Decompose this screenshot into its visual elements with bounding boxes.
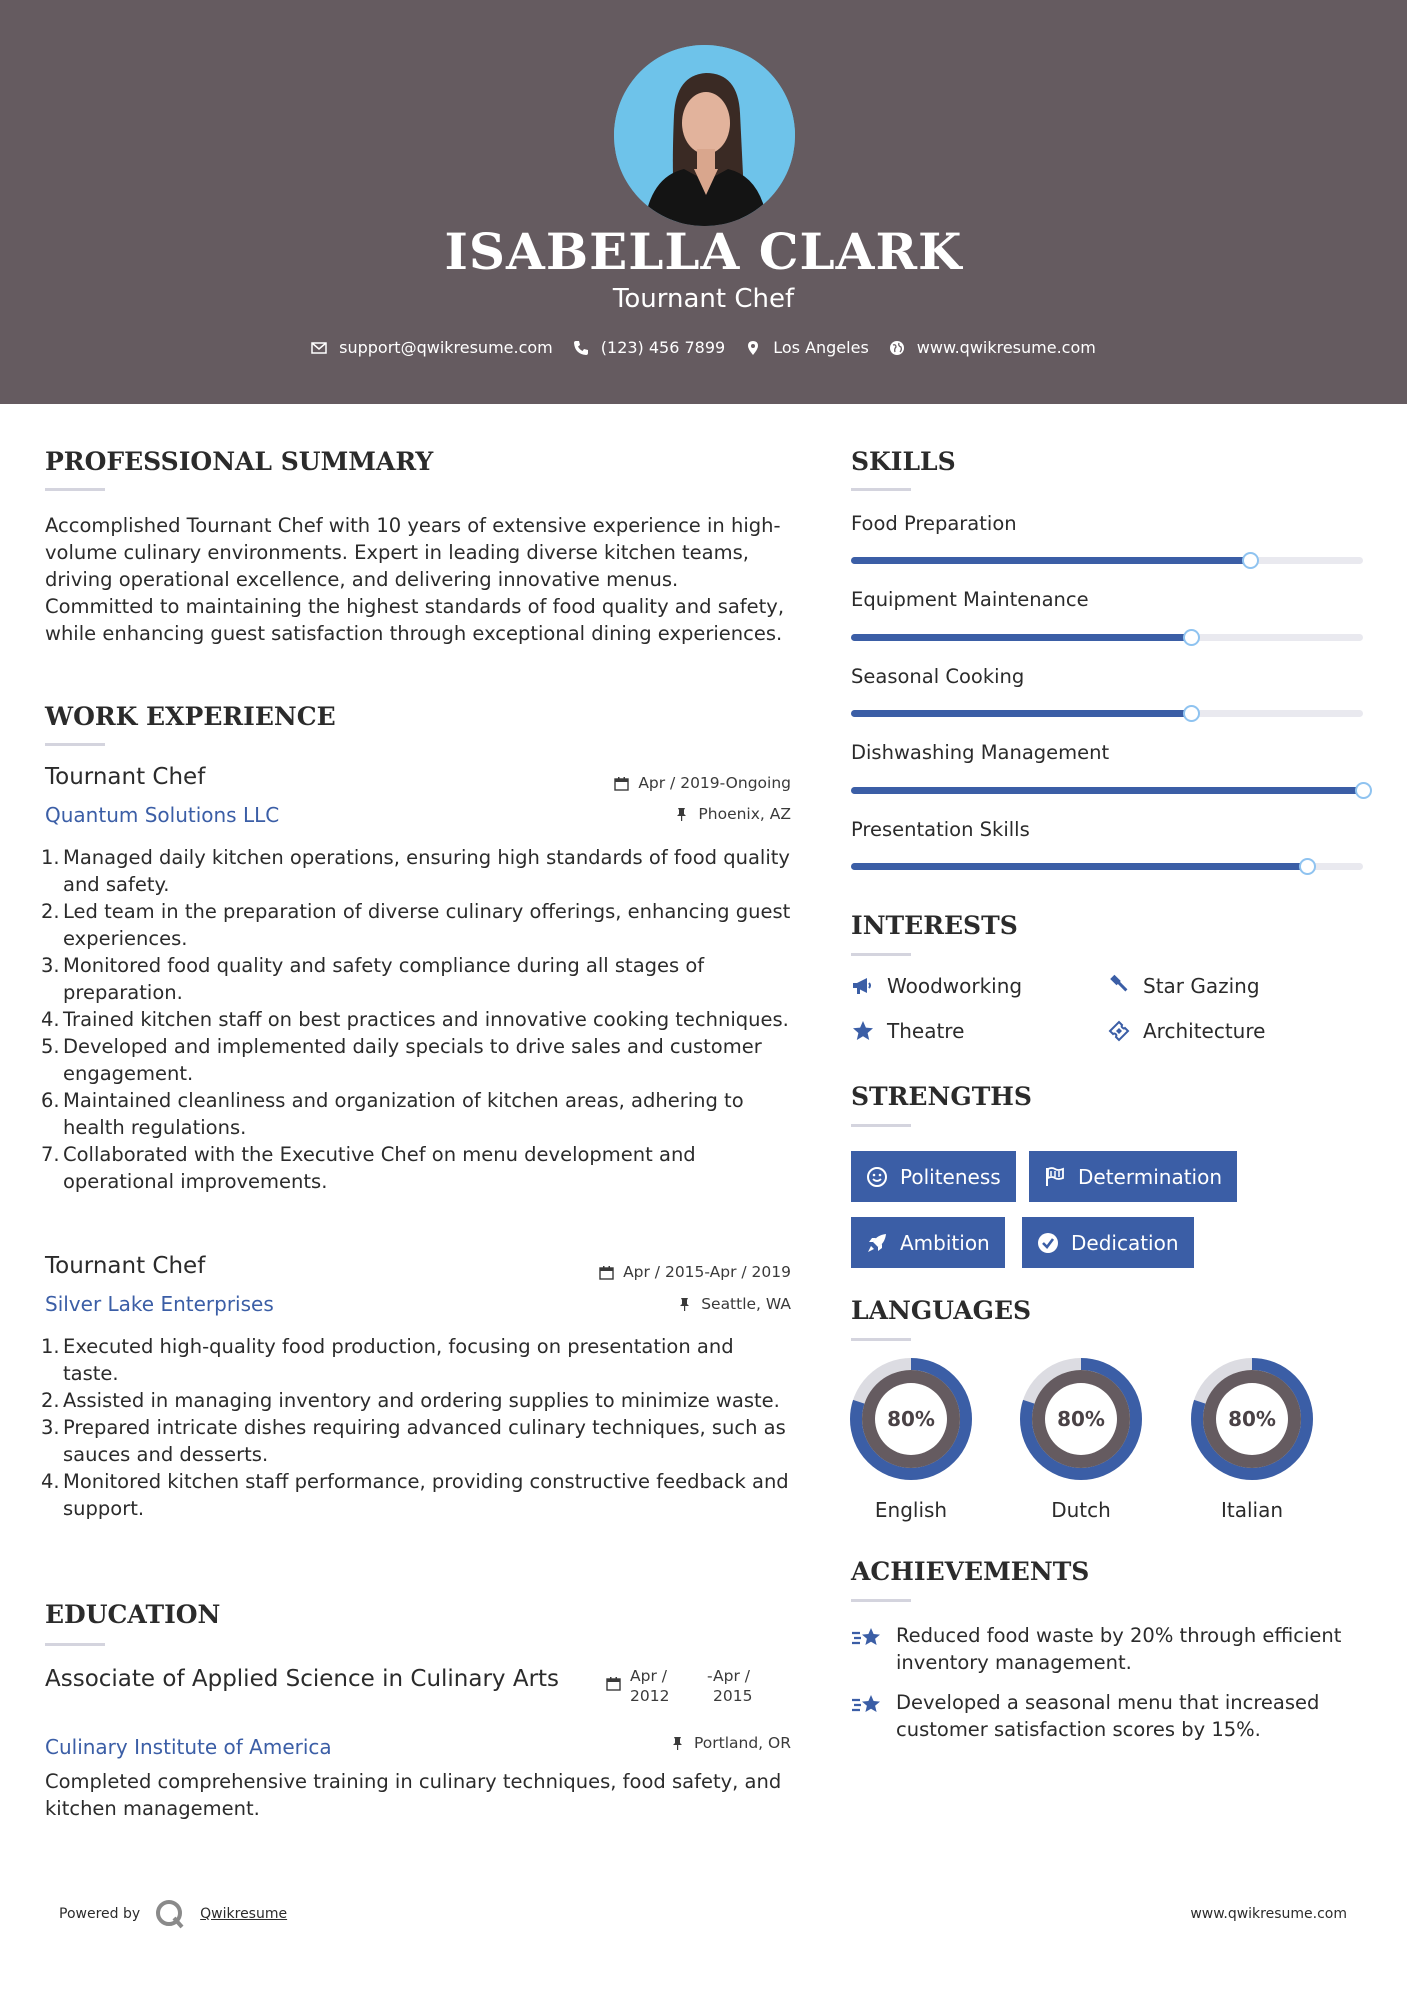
gavel-icon (1107, 974, 1131, 998)
skill-bar (851, 710, 1363, 717)
strength-badge: Dedication (1022, 1217, 1194, 1268)
skill-bar-knob (1355, 782, 1372, 799)
skill-label: Equipment Maintenance (851, 588, 1089, 611)
interests-heading: INTERESTS (851, 911, 1018, 940)
calendar-icon (614, 776, 629, 791)
education-start-date: Apr / 2012 (630, 1667, 670, 1705)
email-text: support@qwikresume.com (339, 338, 553, 357)
calendar-icon (606, 1676, 621, 1691)
language-percent: 80% (1057, 1407, 1105, 1431)
skill-bar-fill (851, 787, 1363, 794)
language-gauge (1020, 1358, 1142, 1522)
interest-item: Theatre (851, 1019, 964, 1043)
list-item: 2. Assisted in managing inventory and ordering supplies to minimize waste. (41, 1389, 780, 1412)
footer-powered-by (59, 1898, 287, 1930)
strength-badge: Ambition (851, 1217, 1005, 1268)
list-item: 4. Trained kitchen staff on best practices and innovative cooking techniques. (41, 1008, 789, 1031)
envelope-icon (311, 340, 327, 356)
pushpin-icon (677, 1297, 692, 1312)
candidate-name: ISABELLA CLARK (444, 222, 963, 281)
calendar-icon (599, 1265, 614, 1280)
job-location (677, 1295, 791, 1313)
skill-bar (851, 557, 1363, 564)
strength-badge: Politeness (851, 1151, 1016, 1202)
check-circle-icon (1037, 1232, 1059, 1254)
powered-by-label: Powered by (59, 1906, 141, 1922)
list-item: 3. Monitored food quality and safety compliance during all stages of preparation. (41, 954, 705, 1004)
footer-website[interactable]: www.qwikresume.com (1190, 1906, 1347, 1922)
map-pin-icon (745, 340, 761, 356)
language-name: Italian (1220, 1498, 1284, 1522)
education-location-text: Portland, OR (693, 1734, 791, 1752)
list-item: 2. Led team in the preparation of diverse culinary offerings, enhancing guest experiences. (41, 900, 791, 950)
languages-divider (851, 1338, 911, 1341)
summary-heading: PROFESSIONAL SUMMARY (45, 447, 434, 476)
language-gauge (850, 1358, 972, 1522)
phone-icon (573, 340, 589, 356)
skill-bar-fill (851, 634, 1191, 641)
education-description: Completed comprehensive training in culinary techniques, food safety, and kitchen management. (45, 1770, 782, 1820)
candidate-title: Tournant Chef (612, 284, 795, 314)
skills-divider (851, 488, 911, 491)
job-dates (614, 774, 791, 792)
job-location (674, 805, 791, 823)
skill-bar (851, 863, 1363, 870)
education-location (670, 1734, 791, 1752)
list-item: 5. Developed and implemented daily specials to drive sales and customer engagement. (41, 1035, 762, 1085)
skill-bar-fill (851, 710, 1191, 717)
skill-bar-knob (1242, 552, 1259, 569)
achievement-item: Developed a seasonal menu that increased customer satisfaction scores by 15%. (851, 1689, 1371, 1743)
skills-heading: SKILLS (851, 447, 956, 476)
strengths-divider (851, 1124, 911, 1127)
summary-text: Accomplished Tournant Chef with 10 years of extensive experience in high-volume culinary environments. Expert in leading diverse kitchen teams, driving operational excellence, and delivering innovative menus. Committed to maintaining the highest standards of food quality and safety, while enhancing guest satisfaction through exceptional dining experiences. (45, 514, 785, 645)
interest-item: Star Gazing (1107, 974, 1260, 998)
contact-phone[interactable] (573, 338, 725, 357)
skill-bar-fill (851, 863, 1307, 870)
qwikresume-link[interactable]: Qwikresume (200, 1906, 288, 1922)
achievements-heading: ACHIEVEMENTS (851, 1557, 1090, 1586)
education-end-date: Apr / 2015 (713, 1667, 753, 1705)
achievement-item: Reduced food waste by 20% through efficient inventory management. (851, 1622, 1371, 1676)
contact-bar (0, 338, 1407, 357)
profile-photo (614, 45, 795, 226)
skill-bar-fill (851, 557, 1250, 564)
phone-text: (123) 456 7899 (600, 338, 726, 357)
achievements-divider (851, 1599, 911, 1602)
skill-label: Presentation Skills (851, 818, 1030, 841)
location-text: Los Angeles (773, 338, 869, 357)
list-item: 1. Managed daily kitchen operations, ensuring high standards of food quality and safety. (41, 846, 790, 896)
job-duties (41, 1333, 795, 1522)
list-item: 6. Maintained cleanliness and organization of kitchen areas, adhering to health regulations. (41, 1089, 744, 1139)
list-item: 4. Monitored kitchen staff performance, providing constructive feedback and support. (41, 1470, 789, 1520)
megaphone-icon (851, 974, 875, 998)
education-divider (45, 1643, 105, 1646)
job-company: Silver Lake Enterprises (45, 1292, 274, 1316)
interests-divider (851, 953, 911, 956)
language-percent: 80% (1228, 1407, 1276, 1431)
list-item: 3. Prepared intricate dishes requiring advanced culinary techniques, such as sauces and desserts. (41, 1416, 786, 1466)
experience-divider (45, 743, 105, 746)
summary-divider (45, 488, 105, 491)
education-heading: EDUCATION (45, 1600, 221, 1629)
rocket-icon (866, 1232, 888, 1254)
language-name: English (874, 1498, 948, 1522)
skill-bar (851, 787, 1363, 794)
job-dates-text: Apr / 2019-Ongoing (638, 774, 791, 792)
interest-item: Architecture (1107, 1019, 1265, 1043)
flag-icon (1044, 1166, 1066, 1188)
job-duties (41, 844, 795, 1195)
globe-icon (889, 340, 905, 356)
skill-label: Food Preparation (851, 512, 1017, 535)
job-dates (599, 1263, 791, 1281)
website-text: www.qwikresume.com (916, 338, 1096, 357)
list-item: 7. Collaborated with the Executive Chef on menu development and operational improvements. (41, 1143, 696, 1193)
skill-bar-knob (1183, 629, 1200, 646)
language-gauge (1191, 1358, 1313, 1522)
languages-heading: LANGUAGES (851, 1296, 1032, 1325)
skill-label: Dishwashing Management (851, 741, 1110, 764)
qwikresume-logo-icon (154, 1898, 186, 1930)
resume-header (0, 0, 1407, 404)
contact-location (745, 338, 869, 357)
list-item: 1. Executed high-quality food production, focusing on presentation and taste. (41, 1335, 734, 1385)
job-dates-text: Apr / 2015-Apr / 2019 (623, 1263, 791, 1281)
job-title: Tournant Chef (45, 764, 206, 790)
job-location-text: Seattle, WA (701, 1295, 791, 1313)
contact-website[interactable] (889, 338, 1096, 357)
skill-bar-knob (1183, 705, 1200, 722)
shooting-star-icon (851, 1624, 883, 1654)
education-date-separator: - (707, 1667, 713, 1685)
pushpin-icon (674, 807, 689, 822)
contact-email[interactable] (311, 338, 553, 357)
job-company: Quantum Solutions LLC (45, 803, 280, 827)
language-percent: 80% (887, 1407, 935, 1431)
pushpin-icon (670, 1736, 685, 1751)
smile-icon (866, 1166, 888, 1188)
star-icon (851, 1019, 875, 1043)
skill-label: Seasonal Cooking (851, 665, 1025, 688)
experience-heading: WORK EXPERIENCE (45, 702, 336, 731)
ticket-icon (1107, 1019, 1131, 1043)
skill-bar-knob (1299, 858, 1316, 875)
job-location-text: Phoenix, AZ (698, 805, 791, 823)
strength-badge: Determination (1029, 1151, 1237, 1202)
skill-bar (851, 634, 1363, 641)
language-name: Dutch (1051, 1498, 1111, 1522)
school-name: Culinary Institute of America (45, 1735, 332, 1759)
degree-title: Associate of Applied Science in Culinary Arts (45, 1666, 560, 1692)
shooting-star-icon (851, 1691, 883, 1721)
strengths-heading: STRENGTHS (851, 1082, 1032, 1111)
interest-item: Woodworking (851, 974, 1022, 998)
job-title: Tournant Chef (45, 1253, 206, 1279)
